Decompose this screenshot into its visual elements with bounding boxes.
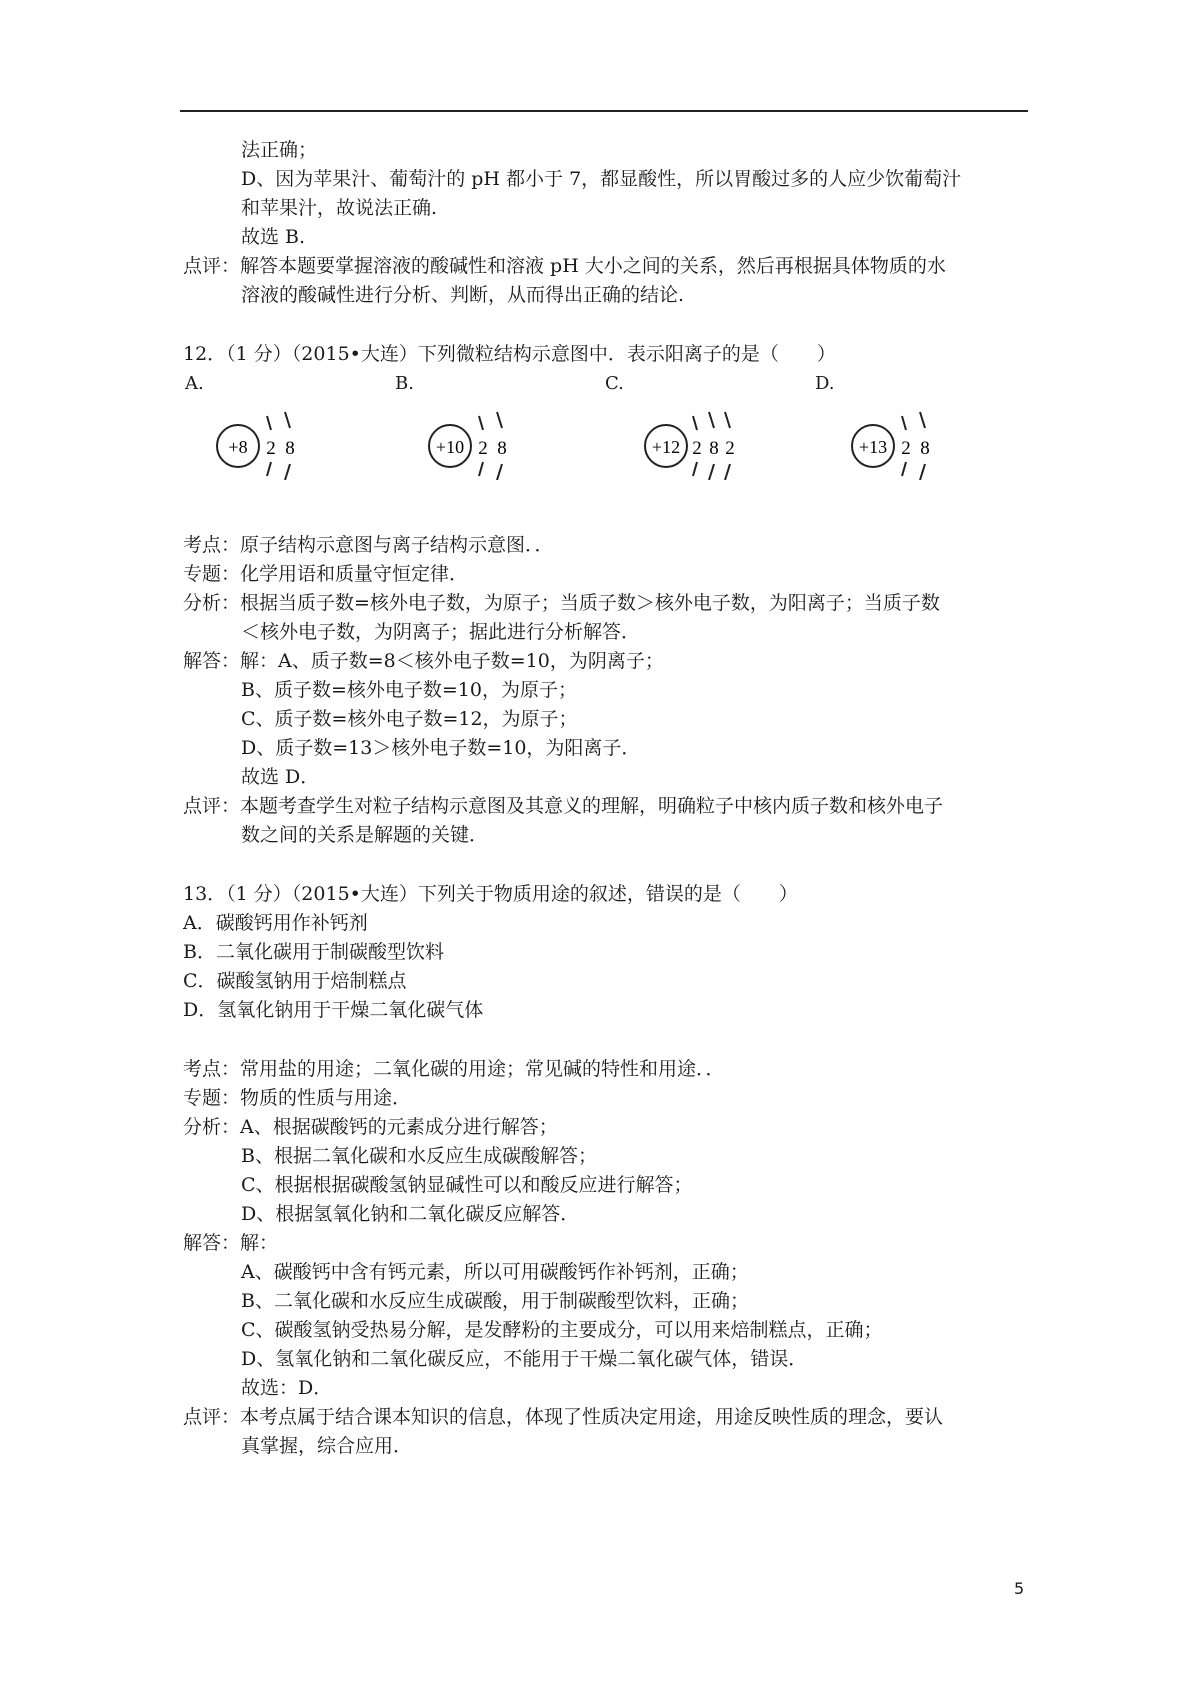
shell-electrons: 8 [285,438,295,459]
q12-option-c-label: C. [605,373,624,394]
q12-kaodian: 考点：原子结构示意图与离子结构示意图．． [183,534,554,556]
q12-choose: 故选 D． [241,766,320,788]
shell-electrons: 8 [920,438,930,459]
q12-comment-line1: 点评：本题考查学生对粒子结构示意图及其意义的理解，明确粒子中核内质子数和核外电子 [183,795,944,817]
shell-electrons: 8 [497,438,507,459]
q13-fenxi-d: D、根据氢氧化钠和二氧化碳反应解答． [241,1203,580,1225]
q13-stem: 13．（1 分）（2015•大连）下列关于物质用途的叙述，错误的是（ ） [183,883,798,905]
nucleus-charge: +10 [435,437,465,457]
q13-option-a: A．碳酸钙用作补钙剂 [183,912,368,934]
shell-electrons: 8 [709,438,719,459]
q12-option-a-label: A. [185,373,204,394]
q12-diagram-a [210,410,320,480]
q12-option-b-label: B. [395,373,414,394]
q12-stem: 12．（1 分）（2015•大连）下列微粒结构示意图中．表示阳离子的是（ ） [183,343,836,365]
shell-electrons: 2 [478,438,488,459]
q13-fenxi-a: 分析：A、根据碳酸钙的元素成分进行解答； [183,1116,558,1138]
q11-comment-line1: 点评：解答本题要掌握溶液的酸碱性和溶液 pH 大小之间的关系，然后再根据具体物质的水 [183,255,946,277]
q12-comment-line2: 数之间的关系是解题的关键． [241,824,489,846]
q13-fenxi-b: B、根据二氧化碳和水反应生成碳酸解答； [241,1145,597,1167]
q11-choose: 故选 B. [241,226,306,248]
q13-jieda-a: A、碳酸钙中含有钙元素，所以可用碳酸钙作补钙剂，正确； [241,1261,749,1283]
q12-diagram-d [845,410,955,480]
q11-c-tail: 法正确； [241,139,318,161]
q13-zhuanti: 专题：物质的性质与用途． [183,1087,412,1109]
q13-choose: 故选：D． [241,1377,333,1399]
shell-electrons: 2 [692,438,702,459]
header-rule [180,110,1028,112]
q12-diagram-b [422,410,532,480]
q13-fenxi-c: C、根据根据碳酸氢钠显碱性可以和酸反应进行解答； [241,1174,693,1196]
q12-jieda-line1: 解答：解：A、质子数=8＜核外电子数=10，为阴离子； [183,650,664,672]
shell-electrons: 2 [725,438,735,459]
q11-option-d-line1: D、因为苹果汁、葡萄汁的 pH 都小于 7，都显酸性，所以胃酸过多的人应少饮葡萄汁 [241,168,962,190]
q13-jieda-d: D、氢氧化钠和二氧化碳反应，不能用于干燥二氧化碳气体，错误． [241,1348,808,1370]
q13-jieda-b: B、二氧化碳和水反应生成碳酸，用于制碳酸型饮料，正确； [241,1290,749,1312]
q12-jieda-c: C、质子数=核外电子数=12，为原子； [241,708,578,730]
q13-comment-line2: 真掌握，综合应用． [241,1435,413,1457]
q13-option-c: C．碳酸氢钠用于焙制糕点 [183,970,407,992]
q13-option-b: B．二氧化碳用于制碳酸型饮料 [183,941,444,963]
shell-electrons: 2 [901,438,911,459]
q11-option-d-line2: 和苹果汁，故说法正确. [241,197,438,219]
q12-zhuanti: 专题：化学用语和质量守恒定律． [183,563,469,585]
q12-jieda-b: B、质子数=核外电子数=10，为原子； [241,679,577,701]
q13-jieda-c: C、碳酸氢钠受热易分解，是发酵粉的主要成分，可以用来焙制糕点，正确； [241,1319,883,1341]
nucleus-charge: +12 [651,437,681,457]
q13-kaodian: 考点：常用盐的用途；二氧化碳的用途；常见碱的特性和用途．． [183,1058,725,1080]
page-number: 5 [1014,1579,1025,1598]
q11-comment-line2: 溶液的酸碱性进行分析、判断，从而得出正确的结论. [241,284,685,306]
q13-jieda: 解答：解： [183,1232,279,1254]
q13-option-d: D．氢氧化钠用于干燥二氧化碳气体 [183,999,484,1021]
q12-option-d-label: D. [815,373,835,394]
q12-jieda-d: D、质子数=13＞核外电子数=10，为阳离子． [241,737,641,759]
q12-fenxi-line1: 分析：根据当质子数=核外电子数，为原子；当质子数＞核外电子数，为阳离子；当质子数 [183,592,940,614]
q12-diagram-c [638,410,748,480]
nucleus-charge: +13 [858,437,888,457]
shell-electrons: 2 [266,438,276,459]
q13-comment-line1: 点评：本考点属于结合课本知识的信息，体现了性质决定用途，用途反映性质的理念，要认 [183,1406,944,1428]
q12-fenxi-line2: ＜核外电子数，为阴离子；据此进行分析解答． [241,621,641,643]
nucleus-charge: +8 [228,437,248,457]
